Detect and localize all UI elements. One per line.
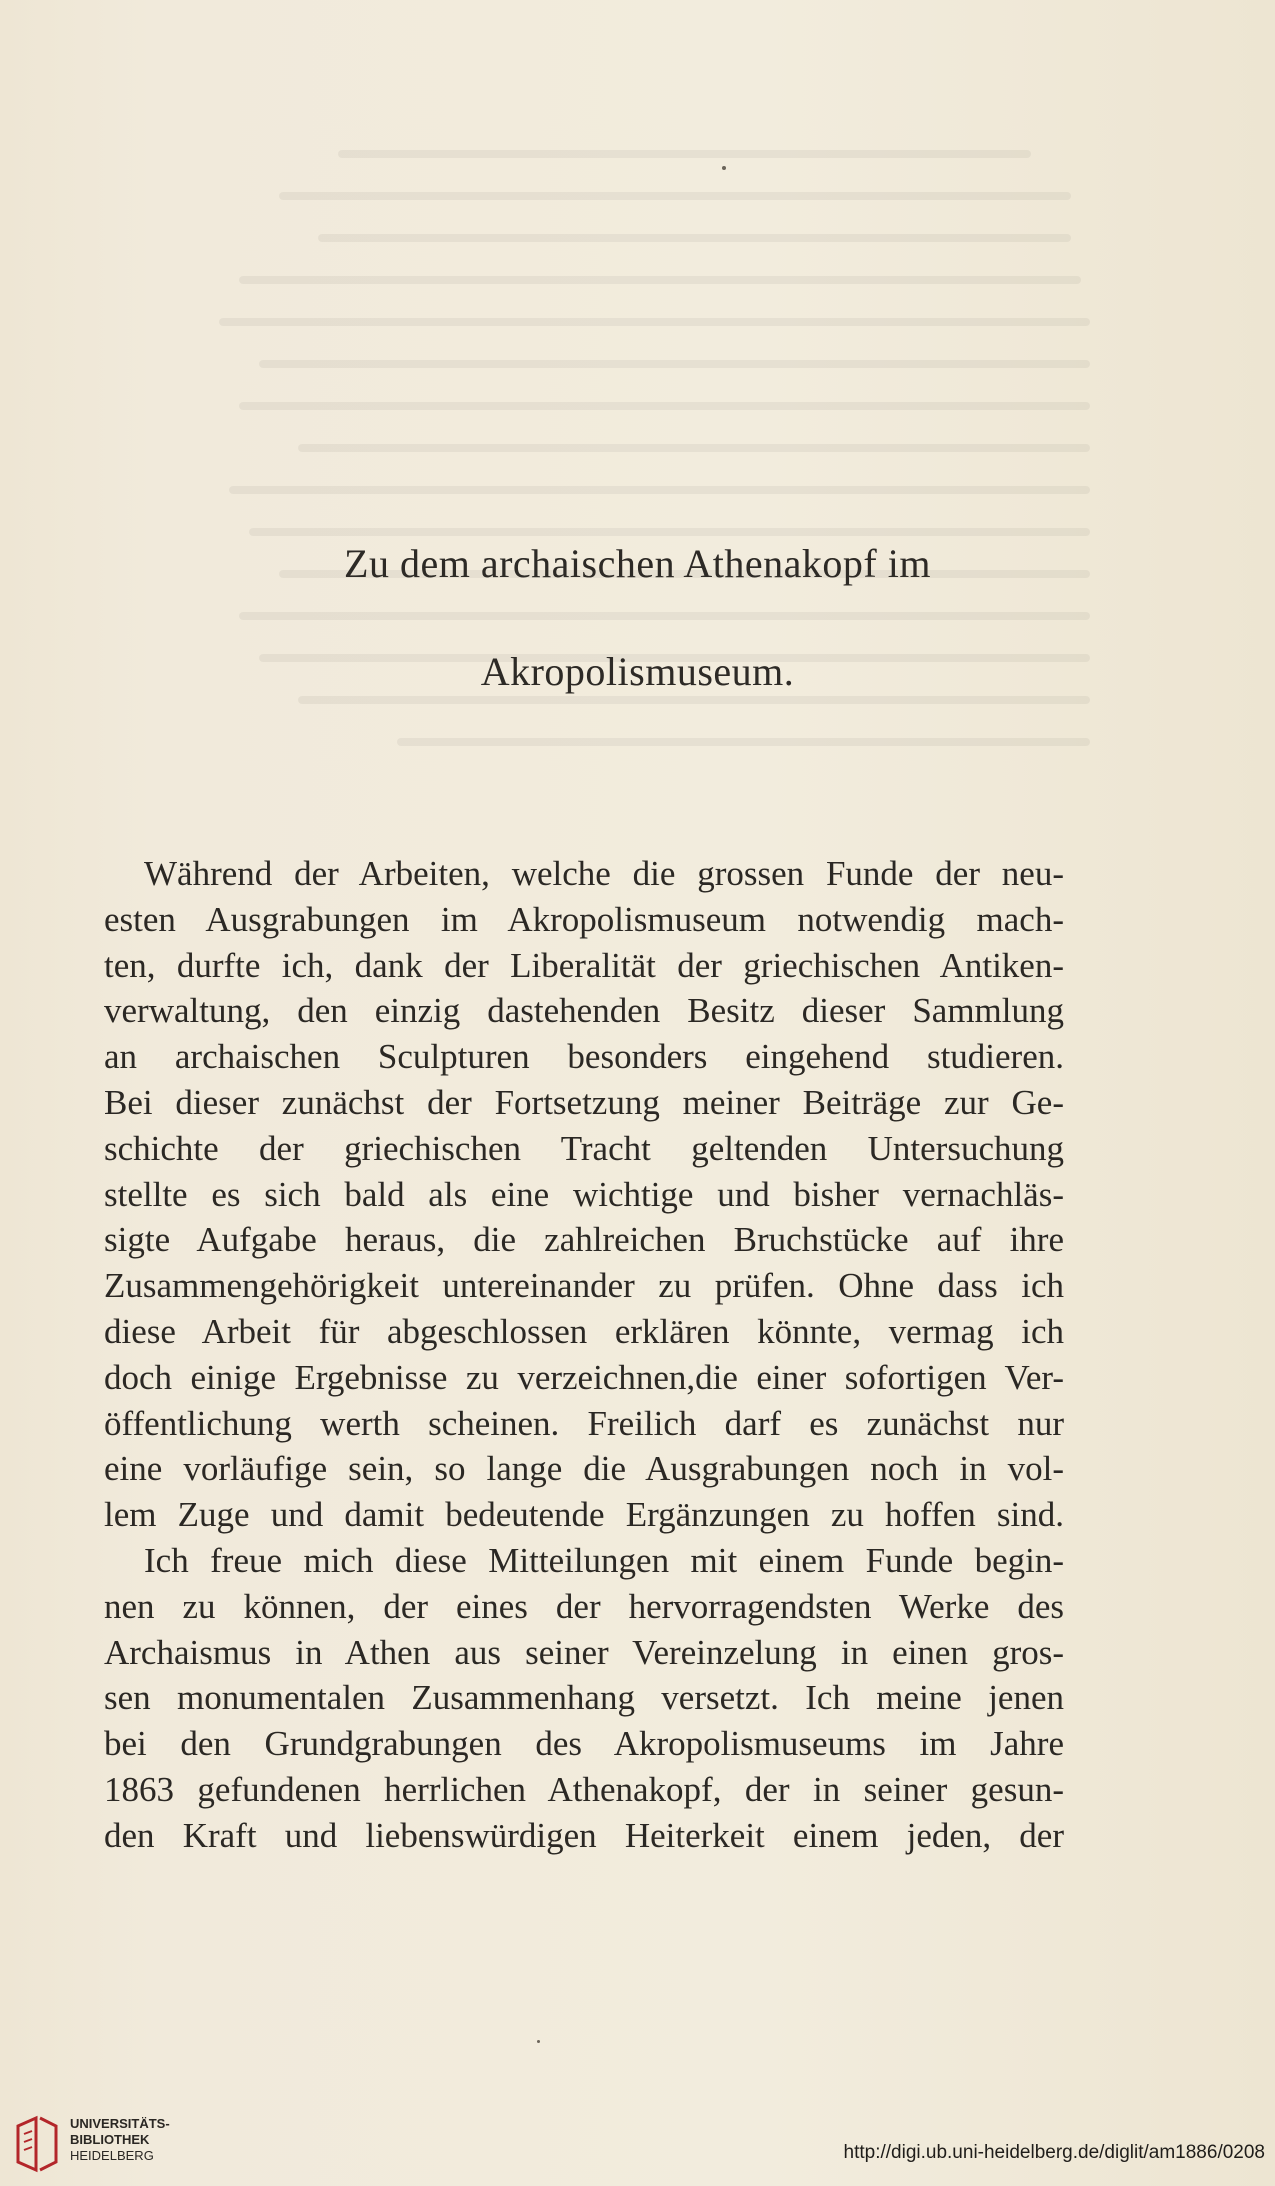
body-line: verwaltung, den einzig dastehenden Besitz dieser Sammlung bbox=[104, 991, 1064, 1031]
body-line: den Kraft und liebenswürdigen Heiterkeit einem jeden, der bbox=[104, 1815, 1064, 1855]
body-line: ten, durfte ich, dank der Liberalität der griechischen Antiken- bbox=[104, 945, 1064, 985]
body-line: 1863 gefundenen herrlichen Athenakopf, der in seiner gesun- bbox=[104, 1769, 1064, 1809]
source-url-link[interactable]: http://digi.ub.uni-heidelberg.de/diglit/am1886/0208 bbox=[843, 2142, 1265, 2163]
paper-speck bbox=[537, 2040, 540, 2043]
body-line: sen monumentalen Zusammenhang versetzt. Ich meine jenen bbox=[104, 1678, 1064, 1718]
body-line: Archaismus in Athen aus seiner Vereinzelung in einen gros- bbox=[104, 1632, 1064, 1672]
title-line-2: Akropolismuseum. bbox=[480, 649, 795, 694]
body-line: doch einige Ergebnisse zu verzeichnen,die einer sofortigen Ver- bbox=[104, 1357, 1064, 1397]
body-line: eine vorläufige sein, so lange die Ausgrabungen noch in vol- bbox=[104, 1449, 1064, 1489]
body-paragraphs bbox=[104, 851, 1064, 1859]
body-line: Zusammengehörigkeit untereinander zu prüfen. Ohne dass ich bbox=[104, 1266, 1064, 1306]
paper-speck bbox=[722, 166, 726, 170]
body-line: bei den Grundgrabungen des Akropolismuseums im Jahre bbox=[104, 1724, 1064, 1764]
body-line: nen zu können, der eines der hervorragendsten Werke des bbox=[104, 1586, 1064, 1626]
body-line: an archaischen Sculpturen besonders eingehend studieren. bbox=[104, 1037, 1064, 1077]
body-line: schichte der griechischen Tracht geltenden Untersuchung bbox=[104, 1128, 1064, 1168]
body-line: esten Ausgrabungen im Akropolismuseum notwendig mach- bbox=[104, 899, 1064, 939]
body-line: stellte es sich bald als eine wichtige und bisher vernachläs- bbox=[104, 1174, 1064, 1214]
title-line-1: Zu dem archaischen Athenakopf im bbox=[344, 541, 931, 586]
body-line: lem Zuge und damit bedeutende Ergänzungen zu hoffen sind. bbox=[104, 1495, 1064, 1535]
show-through-text bbox=[140, 150, 1130, 870]
body-line: Während der Arbeiten, welche die grossen Funde der neu- bbox=[144, 854, 1064, 893]
body-line: Bei dieser zunächst der Fortsetzung meiner Beiträge zur Ge- bbox=[104, 1082, 1064, 1122]
body-line: öffentlichung werth scheinen. Freilich darf es zunächst nur bbox=[104, 1403, 1064, 1443]
library-name-line: UNIVERSITÄTS- bbox=[70, 2116, 170, 2131]
body-line: sigte Aufgabe heraus, die zahlreichen Bruchstücke auf ihre bbox=[104, 1220, 1064, 1260]
library-name-line: BIBLIOTHEK bbox=[70, 2132, 150, 2147]
body-line: diese Arbeit für abgeschlossen erklären könnte, vermag ich bbox=[104, 1311, 1064, 1351]
heidelberg-library-logo-icon bbox=[14, 2114, 60, 2174]
body-line: Ich freue mich diese Mitteilungen mit einem Funde begin- bbox=[144, 1540, 1064, 1580]
library-name-line: HEIDELBERG bbox=[70, 2148, 154, 2163]
library-name bbox=[70, 2116, 170, 2164]
digitization-footer bbox=[0, 2100, 1275, 2186]
